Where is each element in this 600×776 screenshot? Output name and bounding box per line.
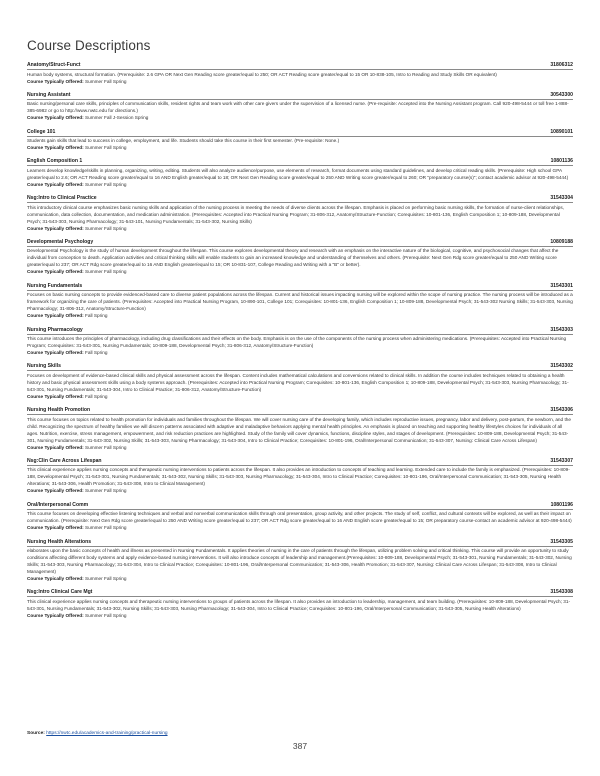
source-label: Source: [27, 731, 45, 736]
course-offered [27, 181, 573, 188]
course-description: This course focuses on developing effective listening techniques and verbal and nonverbal communication skills through oral presentation, group activity, and other projects. The study of self, conflict, and cultural contexts will be explored, as well as their impact on communication. (Prerequisite: Next Gen Rdg score greater/equal to 250 AND Writing score greater/equal to 237; OR ACT Rdg score greater/equal to 16 AND English score greater/equal to 15; OR preparatory course-contact an academic advisor at 920-498-5444) [27, 511, 572, 524]
course-list [27, 62, 573, 626]
course-offered [27, 444, 573, 451]
course-offered [27, 268, 573, 275]
course-offered [27, 144, 573, 151]
course-entry [27, 363, 573, 400]
course-entry [27, 129, 573, 152]
offered-label: Course Typically Offered: [27, 145, 84, 151]
course-code: 10890101 [550, 128, 573, 135]
course-name: Nursing Pharmacology [27, 326, 83, 333]
course-header [27, 327, 573, 335]
offered-label: Course Typically Offered: [27, 488, 84, 494]
offered-terms: Summer Fall Spring [85, 444, 127, 450]
course-code: 31543304 [550, 195, 573, 202]
offered-terms: Summer Fall Spring [85, 181, 127, 187]
course-offered [27, 393, 573, 400]
offered-label: Course Typically Offered: [27, 313, 84, 319]
offered-label: Course Typically Offered: [27, 576, 84, 582]
course-code: 31543306 [550, 407, 573, 414]
course-entry [27, 283, 573, 320]
course-name: College 101 [27, 128, 56, 135]
course-offered [27, 524, 573, 531]
course-description: This introductory clinical course emphasizes basic nursing skills and application of the nursing process in meeting the needs of diverse clients across the lifespan. Emphasis is placed on performing basic nursing skills, the formation of nurse-client relationships, communication, data collection, documentation, and medication administration. (Prerequisites: Accepted into Practical Nursing Program; 31-806-312, Anatomy/Structure-Function; Corequisites: 10-801-136, English Composition 1; 10-809-188, Developmental Psych; 31-543-303, Nursing Pharmacology; 31-543-101, Nursing Fundamentals; 31-543-302, Nursing Skills) [27, 204, 564, 224]
course-entry [27, 539, 573, 583]
course-name: Nursing Assistant [27, 91, 71, 98]
course-code: 31543302 [550, 363, 573, 370]
source-line [27, 731, 168, 736]
course-entry [27, 589, 573, 619]
course-name: Nursing Fundamentals [27, 282, 83, 289]
offered-label: Course Typically Offered: [27, 269, 84, 275]
course-header [27, 62, 573, 70]
course-code: 31543305 [550, 538, 573, 545]
course-header [27, 407, 573, 415]
course-code: 31543307 [550, 457, 573, 464]
course-code: 10809188 [550, 238, 573, 245]
offered-label: Course Typically Offered: [27, 444, 84, 450]
course-header [27, 539, 573, 547]
course-description: elaborates upon the basic concepts of health and illness as presented in Nursing Fundamentals. It applies theories of nursing in the care of patients through the lifespan, utilizing problem solving and critical thinking. This course will provide an opportunity to study conditions affecting different body systems and apply evidence-based nursing interventions. It will also introduce concepts of leadership and management.(Prerequisites: 10-809-188, Developmental Psych; 31-543-301, Nursing Fundamentals; 31-543-302, Nursing Skills; 31-543-303, Nursing Pharmacology; 31-543-304, Intro to Clinical Practice; Corequisites: 10-801-196, Oral/Interpersonal Communication; 31-543-306, Health Promotion; 31-543-307, Nursing: Clinical Care Across Lifespan; 31-543-308, Intro to Clinical Management) [27, 548, 572, 575]
offered-label: Course Typically Offered: [27, 225, 84, 231]
course-header [27, 158, 573, 166]
course-code: 31806312 [550, 62, 573, 68]
course-header [27, 458, 573, 466]
course-offered [27, 575, 573, 582]
offered-terms: Fall Spring [85, 393, 108, 399]
course-name: English Composition 1 [27, 158, 83, 165]
offered-label: Course Typically Offered: [27, 525, 84, 531]
course-header [27, 195, 573, 203]
course-description: This clinical experience applies nursing concepts and therapeutic nursing interventions to groups of patients across the lifespan. It also provides an introduction to leadership, management, and team building. (Prerequisites: 10-809-188, Developmental Psych; 31-543-301, Nursing Fundamentals; 31-543-302, Nursing Skills; 31-543-303, Nursing Pharmacology; 31-543-304, Intro to Clinical Practice; Corequisites: 10-801-196, Oral/Interpersonal Communication; 31-543-305, Nursing Health Alterations) [27, 598, 571, 611]
course-offered [27, 78, 573, 85]
offered-label: Course Typically Offered: [27, 181, 84, 187]
offered-terms: Summer Fall Spring [85, 525, 127, 531]
course-description: Learners develop knowledge/skills in planning, organizing, writing, editing. Students will also analyze audience/purpose, use elements of research, format documents using standard guidelines, and develop critical reading skills. (Prerequisite: High school GPA greater/equal to 2.6; OR ACT Reading score greater/equal to 16 AND English greater/equal to 18; OR Next Gen Reading score greater/equal to 250 AND Writing score greater/equal to 260; OR "preparatory course(s)"; contact academic advisor at 920-498-5444) [27, 167, 569, 180]
course-entry [27, 502, 573, 532]
course-code: 10801196 [550, 501, 573, 508]
offered-terms: Summer Fall J-Session Spring [85, 115, 149, 121]
offered-label: Course Typically Offered: [27, 350, 84, 356]
course-header [27, 502, 573, 510]
course-description: Students gain skills that lead to success in college, employment, and life. Students should take this course in their first semester. (Pre-requisite: None.) [27, 138, 340, 144]
course-header [27, 129, 573, 137]
course-name: Nsg:Intro to Clinical Practice [27, 195, 97, 202]
course-name: Anatomy/Struct-Funct [27, 62, 81, 68]
course-offered [27, 612, 573, 619]
course-entry [27, 92, 573, 122]
course-code: 31543303 [550, 326, 573, 333]
course-name: Nsg:Clin Care Across Lifespan [27, 457, 102, 464]
course-description: Basic nursing/personal care skills, principles of communication skills, resident rights and team work with other care givers under the supervision of a licensed nurse. (Pre-requisite: Accepted into the Nursing Assistant program. Call 920-498-5444 or toll free 1-888-385-6982 or go to http://www.nwtc.edu for directions.) [27, 101, 569, 114]
offered-terms: Fall Spring [85, 350, 108, 356]
course-description: Developmental Psychology is the study of human development throughout the lifespan. This course explores developmental theory and research with an emphasis on the interactive nature of the biological, cognitive, and psychosocial changes that affect the individual from conception to death. Application activities and critical thinking skills will enable students to gain an increased knowledge and understanding of themselves and others. (Prerequisite: Next Gen Rdg score greater/equal to 250 AND Writing score greater/equal to 237; OR ACT Rdg score greater/equal to 16 AND English greater/equal to 15; OR 10-831-107, College Reading and Writing with a "B" or better). [27, 248, 559, 268]
offered-label: Course Typically Offered: [27, 612, 84, 618]
course-header [27, 283, 573, 291]
course-header [27, 589, 573, 597]
offered-label: Course Typically Offered: [27, 115, 84, 121]
course-description: Focuses on basic nursing concepts to provide evidenced-based care to diverse patient populations across the lifespan. Current and historical issues impacting nursing will be explored within the scope of nursing practice. The nursing process will be introduced as a framework for organizing the care of patients. (Prerequisites: Accepted into Practical Nursing Program, 10-890-101, College 101; Corequisites: 10-801-136, English Composition 1; 10-809-188, Developmental Psych; 31-543-302 Nursing Skills; 31-543-303, Nursing Pharmacology; 31-806-312, Anatomy/Structure-Function) [27, 292, 573, 312]
course-entry [27, 327, 573, 357]
offered-terms: Fall Spring [85, 313, 108, 319]
offered-terms: Summer Fall Spring [85, 78, 127, 84]
course-name: Nursing Health Alterations [27, 538, 92, 545]
offered-terms: Summer Fall Spring [85, 225, 127, 231]
page-title: Course Descriptions [27, 38, 151, 53]
course-offered [27, 487, 573, 494]
course-description: This course introduces the principles of pharmacology, including drug classifications and their effects on the body. Emphasis is on the use of the components of the nursing process when administering medications. (Prerequisites: Accepted into Practical Nursing Program; Corequisites: 31-543-301, Nursing Fundamentals; 10-809-188, Developmental Psych; 31-806-312, Anatomy/Structure-Function) [27, 336, 567, 349]
course-code: 30543300 [550, 91, 573, 98]
course-header [27, 92, 573, 100]
course-code: 31543308 [550, 589, 573, 596]
course-description: Focuses on development of evidence-based clinical skills and physical assessment across the lifespan. Content includes mathematical calculations and conversions related to clinical skills. In addition the course includes techniques related to obtaining a health history and basic physical assessment skills using a body systems approach. (Prerequisites: Accepted into Practical Nursing Program; Corequisites: 10-801-136, English Composition 1; 10-809-188, Developmental Psych; 31-543-303, Nursing Pharmacology; 31-543-301, Nursing Fundamentals; 31-543-304, Intro to Clinical Practice; 31-806-312, Anatomy/Structure-Function) [27, 372, 569, 392]
course-header [27, 363, 573, 371]
course-offered [27, 225, 573, 232]
course-offered [27, 349, 573, 356]
course-name: Nursing Health Promotion [27, 407, 91, 414]
course-name: Developmental Psychology [27, 238, 94, 245]
offered-label: Course Typically Offered: [27, 78, 84, 84]
offered-terms: Summer Fall Spring [85, 576, 127, 582]
course-description: This clinical experience applies nursing concepts and therapeutic nursing interventions to patients across the lifespan. It also provides an introduction to concepts of teaching and learning. Extended care to include the family is emphasized. (Prerequisites: 10-809-188, Developmental Psych; 31-543-301, Nursing Fundamentals; 31-543-302, Nursing Skills; 31-543-303, Nursing Pharmacology; 31-543-304, Intro to Clinical Practice; Corequisites: 10-801-196, Oral/Interpersonal Communication; 31-543-305, Nursing Health Alterations; 31-543-306, Health Promotion; 31-543-308, Intro to Clinical Management) [27, 467, 570, 487]
course-name: Oral/Interpersonal Comm [27, 501, 89, 508]
course-entry [27, 195, 573, 232]
page-number: 387 [292, 741, 308, 751]
course-entry [27, 158, 573, 188]
course-entry [27, 458, 573, 495]
course-code: 31543301 [550, 282, 573, 289]
offered-terms: Summer Fall Spring [85, 269, 127, 275]
course-header [27, 239, 573, 247]
course-code: 10801136 [550, 158, 573, 165]
course-offered [27, 114, 573, 121]
offered-terms: Summer Fall Spring [85, 612, 127, 618]
offered-terms: Summer Fall Spring [85, 488, 127, 494]
source-link[interactable]: https://nwtc.edu/academics-and-training/practical-nursing [46, 731, 168, 736]
course-entry [27, 407, 573, 451]
course-entry [27, 62, 573, 85]
course-description: Human body systems, structural formation. (Prerequisite: 2.6 GPA OR Next Gen Reading score greater/equal to 250; OR ACT Reading score greater/equal to 15 OR 10-838-105, Intro to Reading and Study Skills OR equivalent) [27, 71, 497, 77]
offered-terms: Summer Fall Spring [85, 145, 127, 151]
course-name: Nursing Skills [27, 363, 61, 370]
course-description: This course focuses on topics related to health promotion for individuals and families throughout the lifespan. We will cover nursing care of the developing family, which includes reproductive issues, pregnancy, labor and delivery, post-partum, the newborn, and the child. Recognizing the spectrum of healthy families we will discern patterns associated with adaptive and maladaptive behaviors applying mental health principles. An emphasis is placed on teaching and supporting healthy lifestyles choices for individuals of all ages. Nutrition, exercise, stress management, empowerment, and risk reduction practices are highlighted. Study of the family will cover dynamics, functions, discipline styles, and stages of development. (Prerequisites: 10-809-188, Developmental Psych; 31-543-301, Nursing Fundamentals; 31-543-302, Nursing Skills; 31-543-303, Nursing Pharmacology; 31-543-304, Intro to Clinical Practice; Corequisites: 10-801-196, Oral/Interpersonal Communication; 31-543-307, Nursing: Clinical Care Across Lifespan) [27, 416, 571, 443]
course-offered [27, 312, 573, 319]
course-name: Nsg:Intro Clinical Care Mgt [27, 589, 93, 596]
offered-label: Course Typically Offered: [27, 393, 84, 399]
course-entry [27, 239, 573, 276]
